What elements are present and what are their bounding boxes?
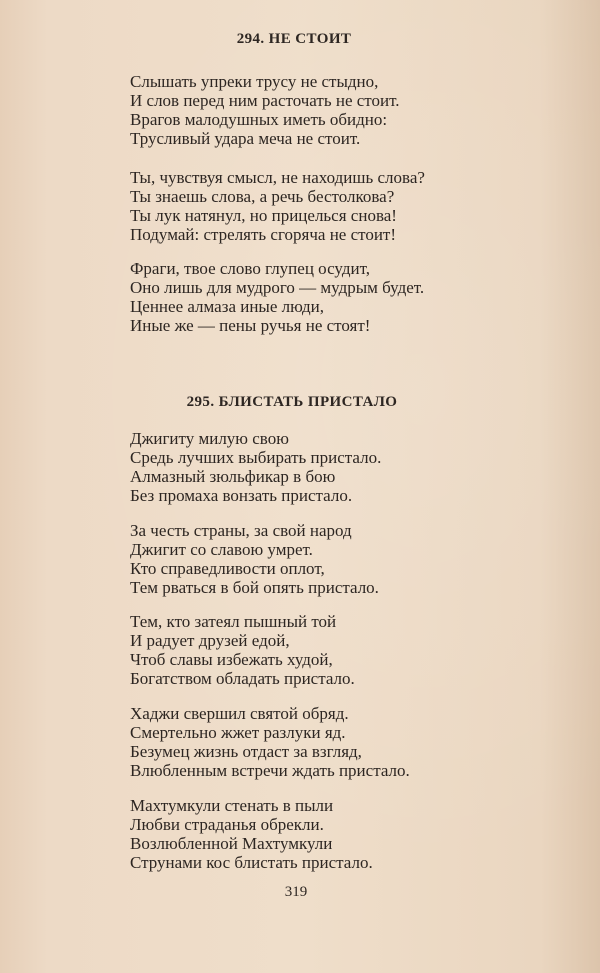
verse-line: Трусливый удара меча не стоит. bbox=[130, 129, 361, 148]
stanza bbox=[130, 72, 400, 148]
stanza bbox=[130, 259, 424, 335]
verse-line: Фраги, твое слово глупец осудит, bbox=[130, 259, 370, 278]
verse-line: Иные же — пены ручья не стоят! bbox=[130, 316, 371, 335]
stanza bbox=[130, 168, 425, 244]
stanza bbox=[130, 796, 373, 872]
verse-line: Ценнее алмаза иные люди, bbox=[130, 297, 324, 316]
verse-line: Тем, кто затеял пышный той bbox=[130, 612, 337, 631]
verse-line: Смертельно жжет разлуки яд. bbox=[130, 723, 346, 742]
poem-title: 294. НЕ СТОИТ bbox=[236, 31, 352, 47]
verse-line: Хаджи свершил святой обряд. bbox=[130, 704, 349, 723]
verse-line: Ты, чувствуя смысл, не находишь слова? bbox=[130, 168, 425, 187]
stanza bbox=[130, 429, 381, 505]
verse-line: Слышать упреки трусу не стыдно, bbox=[130, 72, 379, 91]
verse-line: Богатством обладать пристало. bbox=[130, 669, 355, 688]
verse-line: И радует друзей едой, bbox=[130, 631, 290, 650]
verse-line: Любви страданья обрекли. bbox=[130, 815, 324, 834]
verse-line: Врагов малодушных иметь обидно: bbox=[130, 110, 388, 129]
stanza bbox=[130, 612, 355, 688]
verse-line: Ты лук натянул, но прицелься снова! bbox=[130, 206, 397, 225]
verse-line: И слов перед ним расточать не стоит. bbox=[130, 91, 400, 110]
verse-line: Кто справедливости оплот, bbox=[130, 559, 325, 578]
verse-line: Безумец жизнь отдаст за взгляд, bbox=[130, 742, 362, 761]
poem-title: 295. БЛИСТАТЬ ПРИСТАЛО bbox=[186, 394, 398, 410]
verse-line: Средь лучших выбирать пристало. bbox=[130, 448, 382, 467]
verse-line: Ты знаешь слова, а речь бестолкова? bbox=[130, 187, 395, 206]
verse-line: Алмазный зюльфикар в бою bbox=[130, 467, 336, 486]
verse-line: Оно лишь для мудрого — мудрым будет. bbox=[130, 278, 425, 297]
verse-line: Без промаха вонзать пристало. bbox=[130, 486, 353, 505]
verse-line: Махтумкули стенать в пыли bbox=[130, 796, 334, 815]
verse-line: Подумай: стрелять сгоряча не стоит! bbox=[130, 225, 397, 244]
verse-line: Джигиту милую свою bbox=[130, 429, 289, 448]
verse-line: Джигит со славою умрет. bbox=[130, 540, 313, 559]
verse-line: Тем рваться в бой опять пристало. bbox=[130, 578, 379, 597]
stanza bbox=[130, 521, 379, 597]
verse-line: Чтоб славы избежать худой, bbox=[130, 650, 333, 669]
page-number: 319 bbox=[284, 884, 308, 900]
verse-line: Струнами кос блистать пристало. bbox=[130, 853, 373, 872]
stanza bbox=[130, 704, 410, 780]
verse-line: За честь страны, за свой народ bbox=[130, 521, 352, 540]
verse-line: Возлюбленной Махтумкули bbox=[130, 834, 333, 853]
verse-line: Влюбленным встречи ждать пристало. bbox=[130, 761, 410, 780]
